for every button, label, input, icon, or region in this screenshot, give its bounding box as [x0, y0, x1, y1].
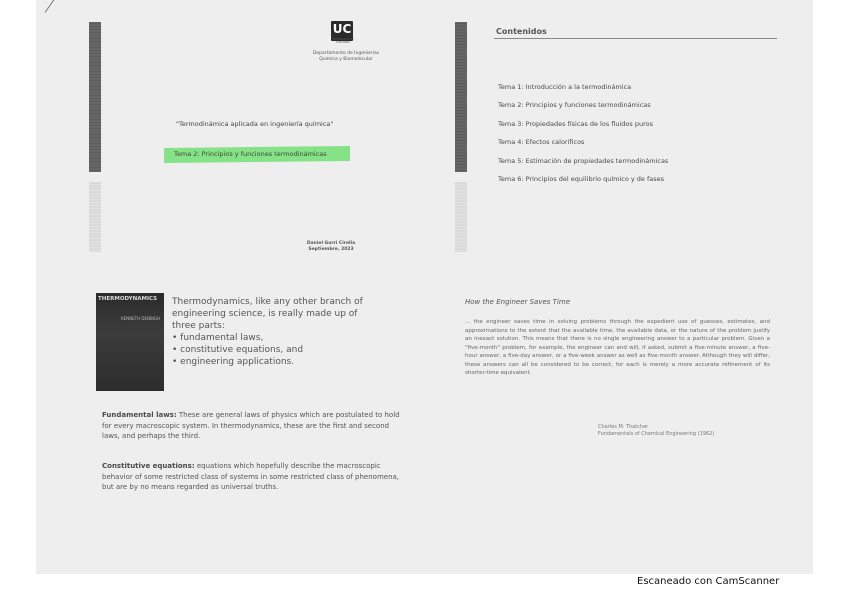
constitutive-equations-text: equations which hopefully describe the macroscopic behavior of some restricted class of systems in some restricted class of phenomena, but are by no means regarded as universal truths. [102, 462, 400, 491]
slide2-side-strip [455, 22, 467, 172]
highlighted-topic: Tema 2: Principios y funciones termodinámicas [174, 150, 327, 158]
topic-item: Tema 1: Introducción a la termodinámica [498, 83, 632, 91]
list-item: • constitutive equations, and [172, 344, 382, 356]
author-date: Septiembre, 2023 [308, 247, 354, 252]
uc-logo: UC [331, 21, 353, 41]
constitutive-equations-label: Constitutive equations: [102, 462, 195, 470]
camscanner-watermark: Escaneado con CamScanner [637, 576, 780, 587]
list-item: • fundamental laws, [172, 332, 382, 344]
author-name: Daniel Gorri Cirella [306, 241, 356, 246]
book-author: KENNETH DENBIGH [120, 316, 160, 321]
parts-list [172, 332, 382, 368]
quote-citation [598, 424, 768, 438]
intro-block [172, 296, 382, 368]
fundamental-laws-paragraph [102, 410, 402, 442]
topic-item: Tema 2: Principios y funciones termodinámicas [498, 101, 651, 109]
book-title: THERMODYNAMICS [98, 296, 158, 302]
contents-title: Contenidos [496, 27, 547, 36]
quote-text: ... the engineer saves time in solving problems through the expedient use of guesses, estimates, and approximations to the extent that the available time, the available data, or the nature of the problem justify an inexact solution. This means that there is no single engineering answer to a particular problem. Given a "five-month" problem, for example, the engineer can and will, if asked, submit a five-minute answer, a five-hour answer, a five-day answer, or a five-week answer as well as five-month answer. Although they will differ, these answers can all be considered to be correct, for each is merely a more accurate refinement of its shorter-time equivalent. [465, 319, 770, 376]
department-line1: Departamento de Ingenierías [312, 51, 380, 56]
constitutive-equations-paragraph [102, 461, 402, 493]
course-title: "Termodinámica aplicada en ingeniería química" [176, 120, 334, 128]
department-line2: Química y Biomolecular [319, 57, 373, 62]
slide1-side-strip [89, 22, 101, 172]
citation-name: Charles M. Thatcher [598, 424, 649, 430]
uc-logo-subtitle: UNIVERSIDAD DE CANTABRIA [332, 38, 354, 44]
author-block [296, 241, 366, 253]
topic-item: Tema 3: Propiedades físicas de los fluidos puros [498, 120, 654, 128]
department-name [290, 51, 402, 63]
topic-item: Tema 4: Efectos caloríficos [498, 138, 585, 146]
slide1-faint-strip [89, 182, 101, 252]
fundamental-laws-label: Fundamental laws: [102, 411, 177, 419]
topic-item: Tema 5: Estimación de propiedades termodinámicas [498, 157, 669, 165]
intro-text: Thermodynamics, like any other branch of engineering science, is really made up of three parts: [172, 297, 363, 331]
slide2-faint-strip [455, 182, 467, 252]
book-cover-image [96, 293, 164, 391]
citation-source: Fundamentals of Chemical Engineering (1962) [598, 431, 715, 437]
list-item: • engineering applications. [172, 356, 382, 368]
contents-divider [494, 38, 777, 39]
fundamental-laws-text: These are general laws of physics which are postulated to hold for every macroscopic system. In thermodynamics, these are the first and second laws, and perhaps the third. [102, 411, 400, 440]
topic-item: Tema 6: Principios del equilibrio químico y de fases [498, 175, 665, 183]
quote-heading: How the Engineer Saves Time [465, 298, 571, 306]
